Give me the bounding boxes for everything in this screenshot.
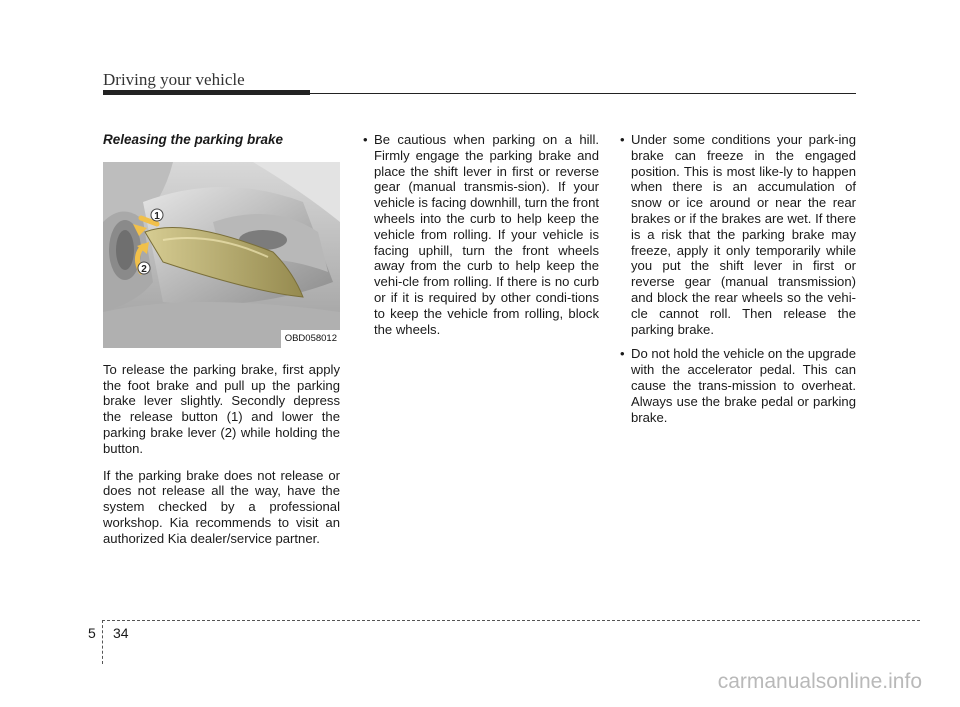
bullet-item: • Under some conditions your park-ing brake can freeze in the engaged position. This is most like-ly to happen when there is an accumulation of snow or ice around or near the rear brakes or if the brakes are wet. If there is a risk that the parking brake may freeze, apply it only temporarily while you put the shift lever in first or reverse gear (manual transmission) and block the rear wheels so the vehi-cle cannot roll. Then release the parking brake. — [619, 132, 856, 337]
callout-2: 2 — [141, 263, 147, 275]
bullet-item: • Be cautious when parking on a hill. Firmly engage the parking brake and place the shift lever in first or reverse gear (manual transmis-sion). If your vehicle is facing downhill, turn the front wheels into the curb to help keep the vehicle from rolling. If your vehicle is facing uphill, turn the front wheels away from the curb to help keep the vehi-cle from rolling. If there is no curb or if it is required by other condi-tions to keep the vehicle from rolling, block the wheels. — [362, 132, 599, 337]
header-rule-thin — [310, 93, 856, 94]
paragraph-service-advice: If the parking brake does not release or does not release all the way, have the system checked by a professional workshop. Kia recommends to visit an authorized Kia dealer/service partner. — [103, 467, 340, 546]
watermark: carmanualsonline.info — [717, 670, 922, 693]
footer-divider — [102, 620, 103, 664]
column-2 — [362, 132, 599, 346]
section-heading: Releasing the parking brake — [103, 132, 284, 147]
figure-code: OBD058012 — [281, 330, 340, 348]
bullet-item: • Do not hold the vehicle on the upgrade with the accelerator pedal. This can cause the trans-mission to overheat. Always use the brake pedal or parking brake. — [619, 346, 856, 425]
parking-brake-figure — [103, 162, 340, 348]
parking-brake-illustration — [103, 162, 340, 348]
chapter-number: 5 — [88, 625, 96, 641]
footer-rule — [102, 620, 920, 621]
bullet-list — [619, 132, 856, 425]
column-3 — [619, 132, 856, 434]
header-rule-thick — [103, 90, 310, 95]
paragraph-release-steps: To release the parking brake, first apply the foot brake and pull up the parking brake lever slightly. Secondly depress the release button (1) and lower the parking brake lever (2) while holding the button. — [103, 361, 340, 456]
bullet-list — [362, 132, 599, 337]
chapter-title: Driving your vehicle — [103, 70, 245, 89]
callout-1: 1 — [154, 210, 160, 222]
column-1 — [103, 132, 340, 558]
page-number: 34 — [113, 625, 129, 641]
